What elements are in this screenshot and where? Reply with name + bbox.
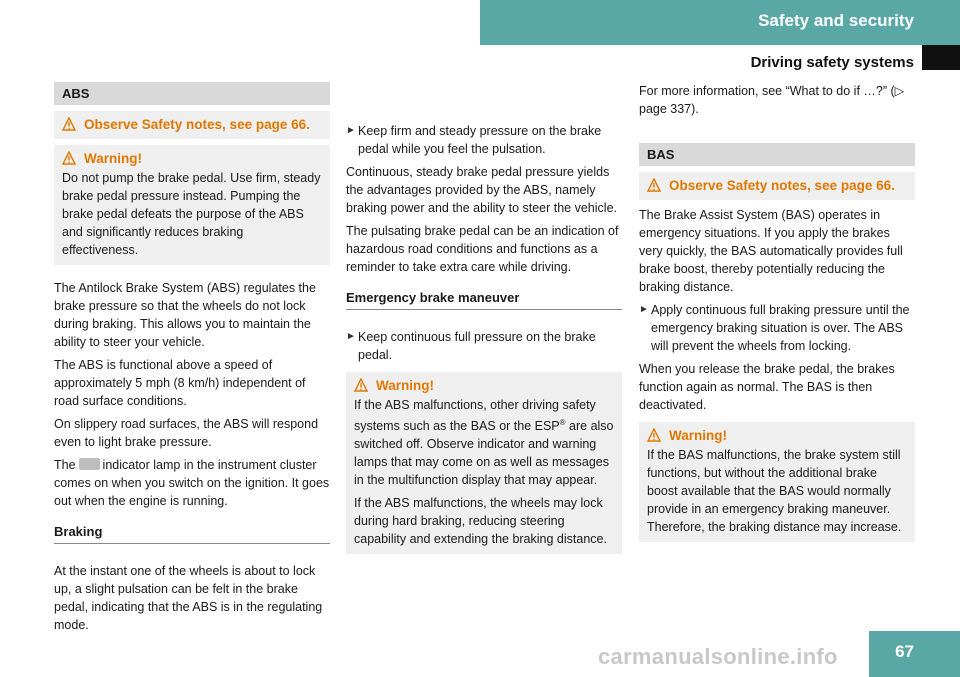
registered-mark: ® [559, 418, 566, 427]
abs-paragraph-2: The ABS is functional above a speed of approximately 5 mph (8 km/h) independent of road surface conditions. [54, 358, 306, 408]
abs-safety-note-text: Observe Safety notes, see page 66. [84, 117, 310, 132]
braking-paragraph-3: The pulsating brake pedal can be an indication of hazardous road conditions and functions as a reminder to take extra care while driving. [346, 224, 619, 274]
bas-paragraph-1: The Brake Assist System (BAS) operates in emergency situations. If you apply the brakes very quickly, the BAS automatically provides full brake boost, thereby potentially reducing the braking distance. [639, 208, 903, 294]
more-info-text: For more information, see “What to do if …?” (▷ page 337). [639, 84, 905, 116]
abs-warning-title: Warning! [84, 151, 142, 166]
column-3 [639, 82, 915, 542]
abs-p4-end: indicator lamp in the instrument cluster comes on when you switch on the ignition. It goes out when the engine is running. [54, 458, 330, 508]
braking-paragraph-2: Continuous, steady brake pedal pressure yields the advantages provided by the ABS, namely braking power and the ability to steer the vehicle. [346, 165, 617, 215]
warning-triangle-icon [647, 428, 661, 442]
step-arrow-icon: ► [346, 331, 356, 342]
emergency-step-1-text: Keep continuous full pressure on the brake pedal. [358, 330, 596, 362]
warning-triangle-icon [354, 378, 368, 392]
braking-step-1-text: Keep firm and steady pressure on the brake pedal while you feel the pulsation. [358, 124, 602, 156]
watermark: carmanualsonline.info [598, 644, 838, 669]
emergency-warning-title: Warning! [376, 378, 434, 393]
emergency-warning-p1 [354, 396, 614, 489]
braking-step-1 [346, 122, 622, 158]
emergency-warning-p1-start: If the ABS malfunctions, other driving safety systems such as the BAS or the ESP [354, 398, 596, 434]
abs-paragraph-1: The Antilock Brake System (ABS) regulates the brake pressure so that the wheels do not lock during braking. This allows you to maintain the ability to steer your vehicle. [54, 281, 316, 349]
column-2-content [346, 82, 622, 554]
abs-warning-text: Do not pump the brake pedal. Use firm, steady brake pedal pressure instead. Pumping the brake pedal defeats the purpose of the ABS and significantly reduces braking effectiveness. [62, 171, 321, 257]
abs-p4-start: The [54, 458, 76, 472]
abs-paragraph-4 [54, 456, 330, 510]
bas-section-bar: BAS [639, 143, 915, 166]
bas-warning-title: Warning! [669, 428, 727, 443]
bas-safety-note-text: Observe Safety notes, see page 66. [669, 178, 895, 193]
bas-warning-box [639, 422, 915, 542]
emergency-heading: Emergency brake maneuver [346, 290, 622, 310]
warning-triangle-icon [647, 178, 661, 192]
bas-step-1 [639, 301, 915, 355]
emergency-step-1 [346, 328, 622, 364]
step-arrow-icon: ► [346, 125, 356, 136]
emergency-warning-p1-end: are also switched off. Observe indicator and warning lamps that may come on as well as messages in the multifunction display that may appear. [354, 419, 614, 488]
warning-triangle-icon [62, 117, 76, 131]
header-tab-marker [922, 45, 960, 70]
abs-indicator-lamp-icon [79, 458, 100, 470]
warning-triangle-icon [62, 151, 76, 165]
bas-warning-text: If the BAS malfunctions, the brake system still functions, but without the additional brake boost available that the BAS would normally provide in an emergency braking maneuver. Therefore, the braking distance may increase. [647, 448, 902, 534]
braking-paragraph-1: At the instant one of the wheels is about to lock up, a slight pulsation can be felt in the brake pedal, indicating that the ABS is in the regulating mode. [54, 564, 323, 632]
column-1 [54, 82, 330, 639]
abs-section-bar: ABS [54, 82, 330, 105]
section-title: Safety and security [758, 11, 914, 30]
subsection-title: Driving safety systems [750, 54, 914, 71]
abs-paragraph-3: On slippery road surfaces, the ABS will respond even to light brake pressure. [54, 417, 319, 449]
bas-safety-note [639, 172, 915, 200]
bas-step-1-text: Apply continuous full braking pressure until the emergency braking situation is over. The ABS will prevent the wheels from locking. [651, 303, 910, 353]
abs-safety-note [54, 111, 330, 139]
emergency-warning-box [346, 372, 622, 554]
emergency-warning-p2: If the ABS malfunctions, the wheels may lock during hard braking, reducing steering capability and extending the braking distance. [354, 496, 607, 547]
step-arrow-icon: ► [639, 304, 649, 315]
abs-warning-box [54, 145, 330, 265]
page-number-box [869, 631, 960, 677]
braking-heading: Braking [54, 524, 330, 544]
page-number: 67 [895, 642, 914, 661]
bas-paragraph-2: When you release the brake pedal, the brakes function again as normal. The BAS is then deactivated. [639, 362, 895, 412]
